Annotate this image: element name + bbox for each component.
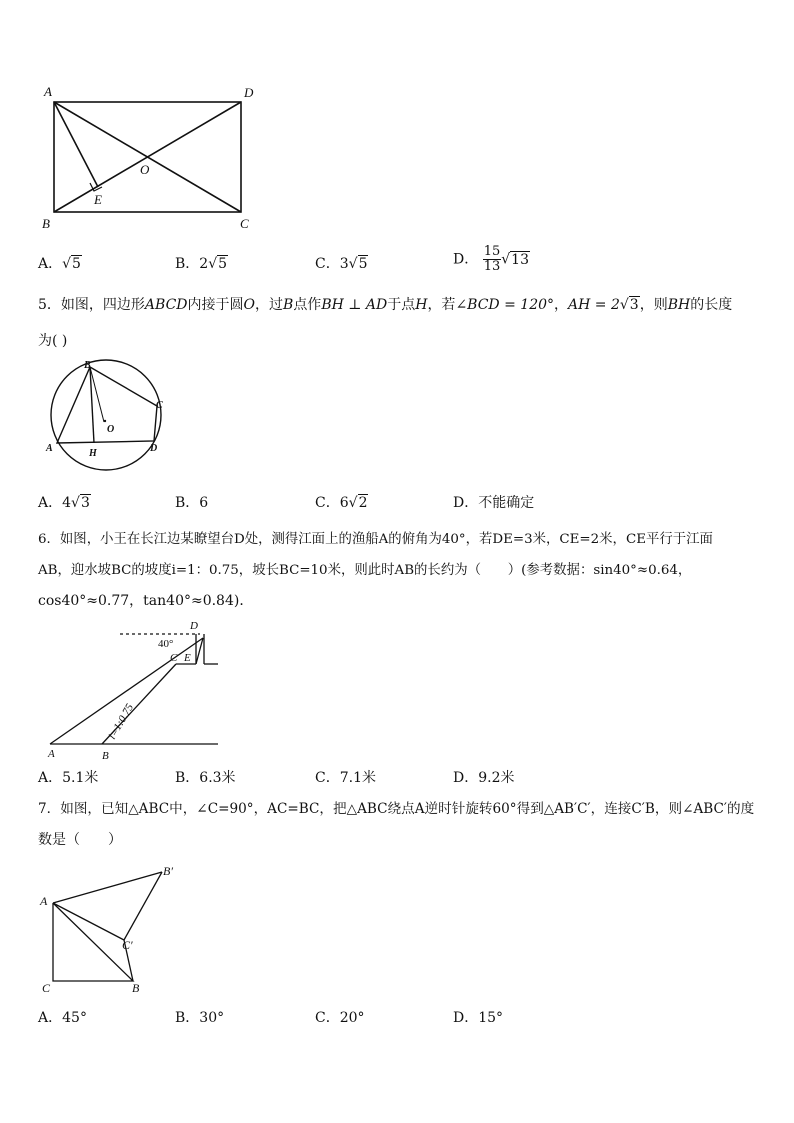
option-coef: 2 — [199, 256, 209, 272]
label-b: B — [84, 360, 91, 371]
segment-b-prime-b — [124, 872, 162, 940]
triangle-abc — [53, 903, 133, 981]
label-c: C — [156, 400, 163, 411]
q4-option-d[interactable]: D． $\frac{15}{13}$ √13 — [453, 244, 529, 274]
q6-option-c[interactable]: C．7.1米 — [315, 770, 376, 786]
option-fraction — [483, 245, 502, 274]
q7-option-d[interactable]: D．15° — [453, 1010, 504, 1026]
q6-slope-figure — [40, 614, 230, 764]
q5-option-d[interactable]: D．不能确定 — [453, 495, 535, 511]
label-slope: i=1:0.75 — [106, 701, 137, 742]
q5-option-c[interactable]: C．6√2 — [315, 495, 368, 511]
label-b-prime: B′ — [163, 864, 173, 878]
q5-option-a[interactable]: A．4√3 — [38, 495, 90, 511]
q4-option-c[interactable]: C．3√5 — [315, 256, 368, 272]
q5-circle-figure — [40, 358, 180, 480]
q7-stem-line1: 7．如图，已知△ABC中，∠C=90°，AC=BC，把△ABC绕点A逆时针旋转60°得到△AB′C′，连接C′B，则∠ABC′的度 — [38, 801, 755, 817]
q7-option-c[interactable]: C．20° — [315, 1010, 365, 1026]
fraction-denominator: 13 — [483, 259, 501, 274]
label-b: B — [132, 981, 140, 995]
q7-stem-line2: 数是（ ） — [38, 832, 122, 848]
option-letter: A． — [38, 256, 63, 272]
q5-stem-line1: 5．如图，四边形ABCD内接于圆O，过B点作BH ⊥ AD于点H，若∠BCD = 120°，AH = 2√3，则BH的长度 — [38, 297, 733, 313]
label-o: O — [140, 162, 150, 177]
q7-option-a[interactable]: A．45° — [38, 1010, 87, 1026]
q5-option-b[interactable]: B．6 — [175, 495, 209, 511]
q7-option-b[interactable]: B．30° — [175, 1010, 225, 1026]
option-radicand: 5 — [218, 256, 228, 272]
label-d: D — [190, 620, 198, 632]
option-coef: 3 — [339, 256, 349, 272]
label-b: B — [102, 750, 109, 762]
q6-stem-line2: AB，迎水坡BC的坡度i=1：0.75，坡长BC=10米，则此时AB的长约为（ ）(参考数据：sin40°≈0.64， — [38, 563, 692, 578]
label-d: D — [244, 85, 254, 100]
q4-option-a[interactable]: A．√5 — [38, 256, 81, 272]
option-letter: C． — [315, 256, 340, 272]
q4-rectangle-figure — [36, 82, 266, 242]
label-d: D — [150, 443, 158, 454]
q5-stem-line2: 为( ) — [38, 333, 68, 349]
label-h: H — [89, 448, 97, 459]
label-angle: 40° — [158, 638, 174, 650]
q6-stem-line1: 6．如图，小王在长江边某瞭望台D处，测得江面上的渔船A的俯角为40°，若DE=3米，CE=2米，CE平行于江面 — [38, 532, 713, 547]
q6-stem-line3: cos40°≈0.77，tan40°≈0.84)． — [38, 593, 254, 609]
q6-option-b[interactable]: B．6.3米 — [175, 770, 236, 786]
label-e: E — [94, 192, 102, 207]
label-c: C — [170, 652, 178, 664]
fraction-numerator: 15 — [483, 244, 501, 259]
option-letter: D． — [453, 251, 479, 268]
q7-rotation-figure — [36, 858, 186, 998]
label-o: O — [107, 424, 115, 435]
label-a: A — [48, 748, 55, 760]
segment-ac-prime — [53, 903, 124, 940]
center-point — [104, 420, 106, 422]
q4-option-b[interactable]: B．2√5 — [175, 256, 228, 272]
label-b: B — [42, 216, 50, 231]
segment-ab-prime — [53, 872, 162, 903]
label-c: C — [42, 981, 51, 995]
option-radicand: 13 — [511, 251, 529, 268]
option-radicand: 5 — [72, 256, 81, 272]
label-a: A — [46, 443, 53, 454]
option-letter: B． — [175, 256, 200, 272]
sight-line-da — [50, 638, 203, 744]
label-c: C — [240, 216, 249, 231]
label-a: A — [40, 894, 48, 908]
q6-option-a[interactable]: A．5.1米 — [38, 770, 99, 786]
q6-option-d[interactable]: D．9.2米 — [453, 770, 515, 786]
option-radicand: 5 — [358, 256, 368, 272]
label-e: E — [184, 652, 191, 664]
label-a: A — [44, 84, 52, 99]
label-c-prime: C′ — [122, 938, 133, 952]
